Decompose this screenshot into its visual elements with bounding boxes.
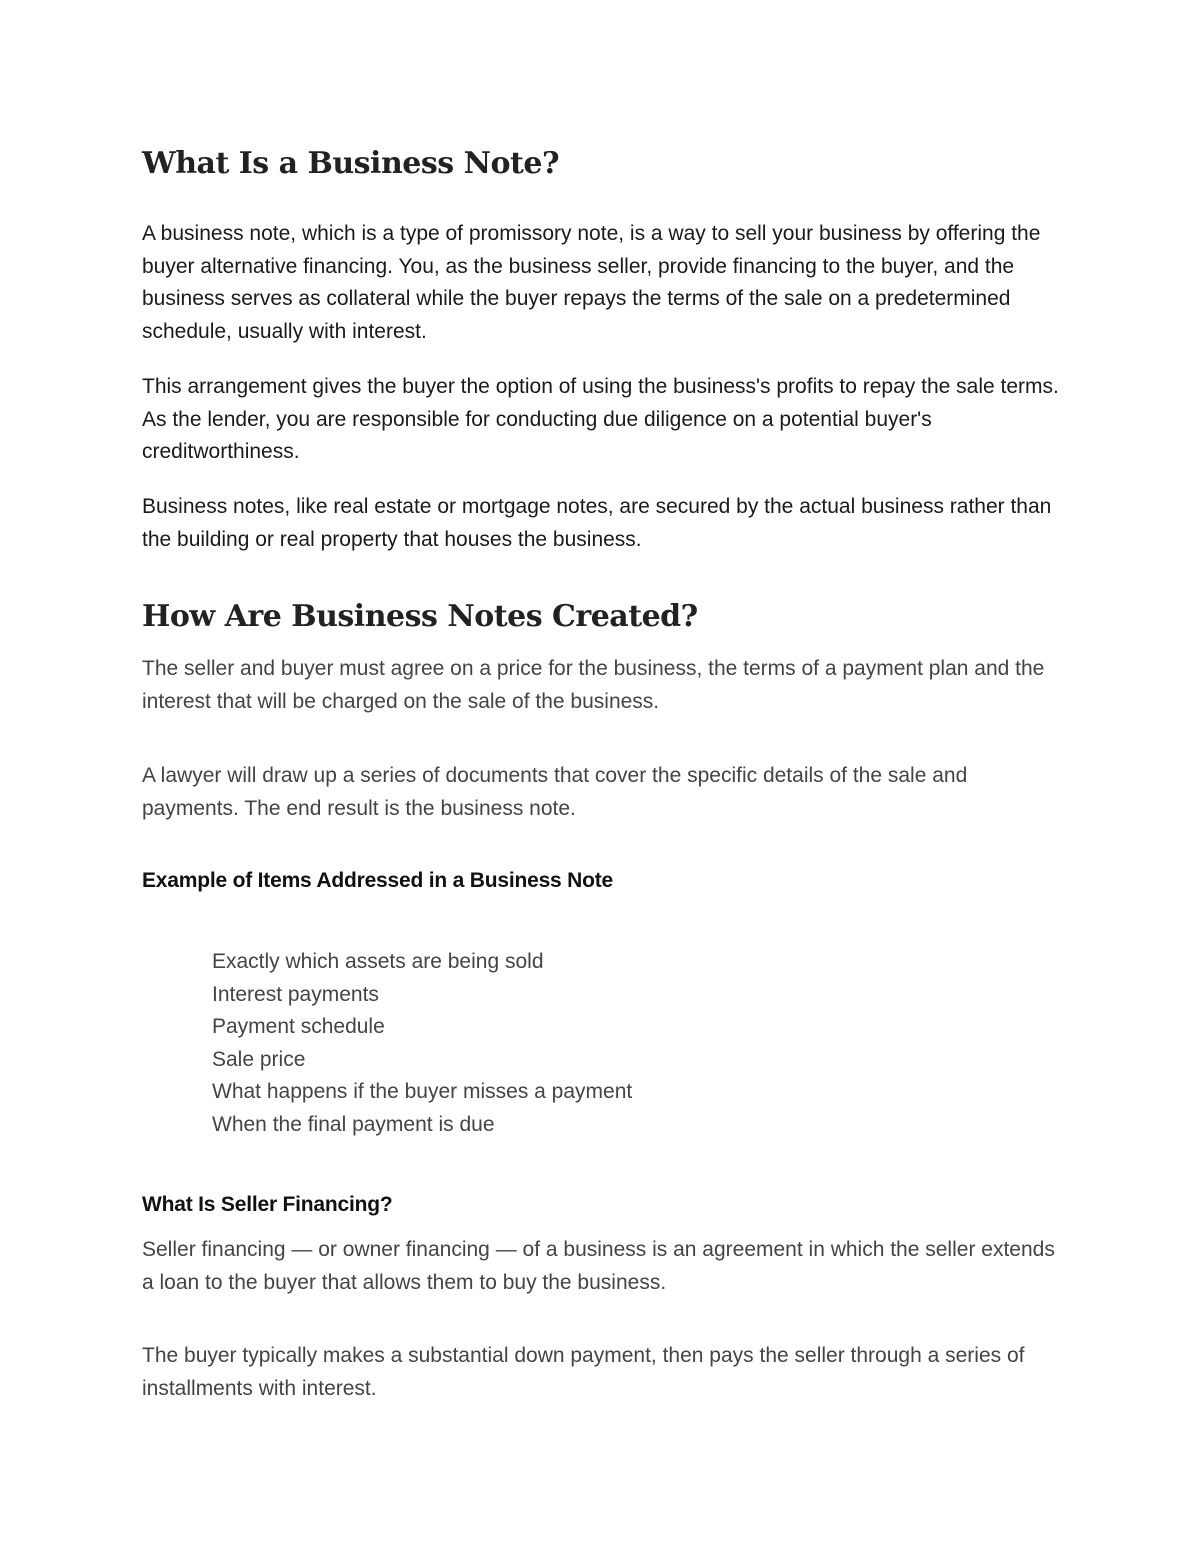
paragraph-lawyer-documents: A lawyer will draw up a series of documents that cover the specific details of the sale and payments. The end result is the business note. bbox=[142, 764, 968, 820]
list-item: Interest payments bbox=[212, 982, 379, 1006]
heading-example-items: Example of Items Addressed in a Business Note bbox=[142, 869, 614, 892]
heading-how-notes-created: How Are Business Notes Created? bbox=[142, 599, 698, 634]
list-item: Exactly which assets are being sold bbox=[212, 950, 544, 973]
heading-what-is-business-note: What Is a Business Note? bbox=[142, 146, 560, 181]
list-item: Payment schedule bbox=[212, 1015, 385, 1038]
list-item: When the final payment is due bbox=[212, 1112, 495, 1136]
heading-seller-financing: What Is Seller Financing? bbox=[142, 1193, 393, 1216]
paragraph-agree-on-price: The seller and buyer must agree on a price for the business, the terms of a payment plan and the interest that will be charged on the sale of the business. bbox=[142, 657, 1045, 713]
paragraph-down-payment: The buyer typically makes a substantial down payment, then pays the seller through a series of installments with interest. bbox=[142, 1344, 1025, 1400]
list-item: What happens if the buyer misses a payment bbox=[212, 1080, 633, 1103]
paragraph-seller-financing-definition: Seller financing — or owner financing — of a business is an agreement in which the seller extends a loan to the buyer that allows them to buy the business. bbox=[142, 1238, 1055, 1294]
items-list bbox=[212, 946, 632, 1141]
paragraph-secured-by-business: Business notes, like real estate or mortgage notes, are secured by the actual business rather than the building or real property that houses the business. bbox=[142, 495, 1052, 551]
paragraph-arrangement: This arrangement gives the buyer the option of using the business's profits to repay the sale terms. As the lender, you are responsible for conducting due diligence on a potential buyer's creditworthiness. bbox=[142, 375, 1059, 463]
paragraph-business-note-definition: A business note, which is a type of promissory note, is a way to sell your business by offering the buyer alternative financing. You, as the business seller, provide financing to the buyer, and the business serves as collateral while the buyer repays the terms of the sale on a predetermined schedule, usually with interest. bbox=[142, 222, 1041, 343]
list-item: Sale price bbox=[212, 1047, 306, 1071]
